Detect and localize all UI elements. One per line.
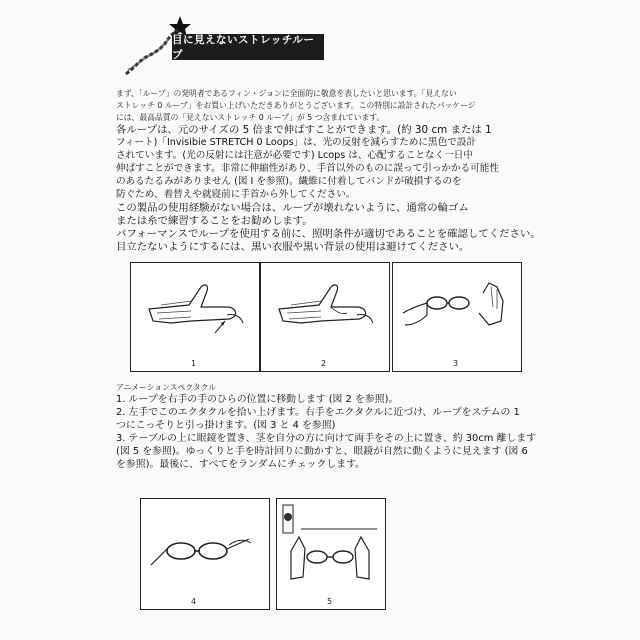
glasses-and-hands-icon <box>393 263 520 370</box>
figure-4 <box>140 498 270 610</box>
body-line: 目立たないようにするには、黒い衣服や黒い背景の使用は避けてください。 <box>116 241 470 253</box>
glasses-on-table-icon <box>277 499 384 608</box>
hand-illustration-icon <box>131 263 258 370</box>
body-line: フィート)「Invisibie STRETCH 0 Loops」は、光の反射を減らすために黒色で設計 <box>116 137 476 148</box>
page-title: 目に見えないストレッチループ <box>172 34 315 61</box>
figure-number: 4 <box>191 597 197 606</box>
body-line: または糸で練習することをお勧めします。 <box>116 215 313 227</box>
figure-number: 3 <box>453 359 459 368</box>
figure-5 <box>276 498 386 610</box>
figure-1 <box>130 262 260 372</box>
intro-line: には、最高品質の「見えないストレッチ 0 ループ」が 5 つ含まれています。 <box>116 113 385 122</box>
body-line: 防ぐため、着替えや就寝前に手首から外してください。 <box>116 189 356 200</box>
body-line: パフォーマンスでループを使用する前に、照明条件が適切であることを確認してください。 <box>116 228 541 240</box>
body-line: されています。(光の反射には注意が必要です) Lcops は、心配することなく一日中 <box>116 150 473 161</box>
figure-number: 1 <box>191 359 197 368</box>
step-line: 3. テーブルの上に眼鏡を置き、茎を自分の方に向けて両手をその上に置き、約 30cm 離します <box>116 433 537 444</box>
hand-illustration-icon <box>261 263 388 370</box>
figure-number: 2 <box>321 359 327 368</box>
step-line: (図 5 を参照)。ゆっくりと手を時計回りに動かすと、眼鏡が自然に動くように見えます (図 6 <box>116 446 528 457</box>
figure-3 <box>392 262 522 372</box>
body-line: のあるたるみがありません (図 I を参照)。繊維に付着してバンドが破損するのを <box>116 176 462 187</box>
step-line: つにこっそりと引っ掛けます。(図 3 と 4 を参照) <box>116 420 336 431</box>
body-line: 各ループは、元のサイズの 5 倍まで伸ばすことができます。(約 30 cm または 1 <box>116 124 492 136</box>
intro-line: ストレッチ 0 ループ」をお買い上げいただきありがとうございます。この特別に設計されたパッケージ <box>116 101 476 110</box>
body-line: この製品の使用経験がない場合は、ループが壊れないように、通常の輪ゴム <box>116 202 469 214</box>
glasses-on-hand-icon <box>141 499 268 608</box>
figure-number: 5 <box>327 597 333 606</box>
step-line: 1. ループを右手の手のひらの位置に移動します (図 2 を参照)。 <box>116 394 399 405</box>
body-line: 伸ばすことができます。非常に伸縮性があり、手首以外のものに誤って引っかかる可能性 <box>116 163 499 174</box>
step-line: 2. 左手でこのエクタクルを拾い上げます。右手をエクタクルに近づけ、ループをステムの 1 <box>116 407 520 418</box>
title-banner <box>172 34 324 60</box>
step-line: を参照)。最後に、すべてをランダムにチェックします。 <box>116 459 366 470</box>
intro-line: まず、「ループ」の発明者であるフィン・ジョンに全面的に敬意を表したいと思います。「見えない <box>116 89 457 98</box>
figure-2 <box>260 262 390 372</box>
section-caption: アニメーションスペクタクル <box>116 383 217 392</box>
